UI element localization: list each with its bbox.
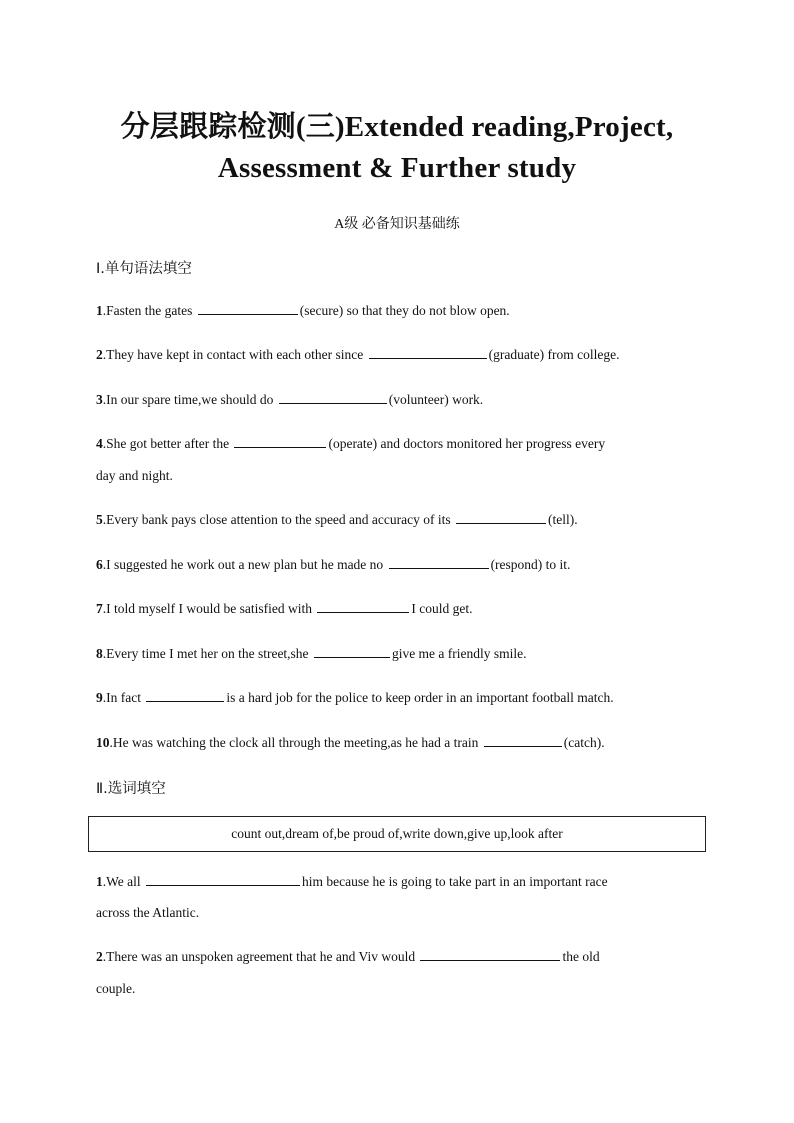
page-title-line1: 分层跟踪检测(三)Extended reading,Project, xyxy=(120,111,674,143)
question-item xyxy=(96,682,696,714)
question-number: 1 xyxy=(96,303,103,318)
question-number: 10 xyxy=(96,735,110,750)
level-subtitle: A级 必备知识基础练 xyxy=(334,217,460,232)
question-item xyxy=(96,941,696,973)
question-number: 2 xyxy=(96,949,103,964)
word-bank-box: count out,dream of,be proud of,write down,give up,look after xyxy=(88,816,706,852)
question-text: give me a friendly smile. xyxy=(391,646,527,661)
question-number: 8 xyxy=(96,646,103,661)
question-text: is a hard job for the police to keep order in an important football match. xyxy=(226,690,614,705)
question-number: 6 xyxy=(96,557,103,572)
answer-blank[interactable] xyxy=(317,598,409,613)
question-text: .I suggested he work out a new plan but he made no xyxy=(102,557,387,572)
question-number: 2 xyxy=(96,347,103,362)
question-number: 5 xyxy=(96,512,103,527)
question-continuation: couple. xyxy=(96,981,136,996)
question-item xyxy=(96,295,696,327)
question-item xyxy=(96,593,696,625)
question-item xyxy=(96,384,696,416)
answer-blank[interactable] xyxy=(146,871,300,886)
page-title-line2: Assessment & Further study xyxy=(217,152,577,184)
question-text: (secure) so that they do not blow open. xyxy=(299,303,510,318)
question-text: .In fact xyxy=(102,690,145,705)
answer-blank[interactable] xyxy=(198,300,298,315)
question-number: 7 xyxy=(96,601,103,616)
question-text: (graduate) from college. xyxy=(488,347,620,362)
question-item xyxy=(96,428,696,460)
question-text: .They have kept in contact with each other since xyxy=(102,347,367,362)
question-text: I could get. xyxy=(411,601,473,616)
answer-blank[interactable] xyxy=(456,509,546,524)
question-text: .In our spare time,we should do xyxy=(102,392,277,407)
question-number: 3 xyxy=(96,392,103,407)
question-text: .I told myself I would be satisfied with xyxy=(102,601,316,616)
question-continuation: across the Atlantic. xyxy=(96,905,200,920)
section-heading-word-choice: Ⅱ.选词填空 xyxy=(96,781,166,797)
question-text: .Every bank pays close attention to the speed and accuracy of its xyxy=(102,512,455,527)
answer-blank[interactable] xyxy=(234,433,326,448)
question-continuation: day and night. xyxy=(96,468,173,483)
section-heading-grammar: Ⅰ.单句语法填空 xyxy=(96,261,192,277)
question-number: 1 xyxy=(96,874,103,889)
question-text: (catch). xyxy=(563,735,605,750)
question-item xyxy=(96,504,696,536)
question-item xyxy=(96,638,696,670)
question-text: (tell). xyxy=(548,512,578,527)
question-text: .He was watching the clock all through the meeting,as he had a train xyxy=(109,735,482,750)
question-number: 4 xyxy=(96,436,103,451)
question-text: .We all xyxy=(102,874,145,889)
question-text: him because he is going to take part in an important race xyxy=(302,874,608,889)
question-item xyxy=(96,549,696,581)
question-text: .Fasten the gates xyxy=(102,303,196,318)
answer-blank[interactable] xyxy=(484,732,562,747)
answer-blank[interactable] xyxy=(314,643,390,658)
answer-blank[interactable] xyxy=(279,389,387,404)
question-text: the old xyxy=(562,949,600,964)
question-item xyxy=(96,866,696,898)
question-text: .She got better after the xyxy=(102,436,233,451)
question-item xyxy=(96,727,696,759)
answer-blank[interactable] xyxy=(369,344,487,359)
question-text: (operate) and doctors monitored her progress every xyxy=(328,436,606,451)
question-text: (volunteer) work. xyxy=(388,392,484,407)
question-item xyxy=(96,339,696,371)
answer-blank[interactable] xyxy=(389,554,489,569)
question-text: .Every time I met her on the street,she xyxy=(102,646,312,661)
question-text: .There was an unspoken agreement that he and Viv would xyxy=(102,949,419,964)
answer-blank[interactable] xyxy=(146,687,224,702)
question-number: 9 xyxy=(96,690,103,705)
question-text: (respond) to it. xyxy=(490,557,571,572)
answer-blank[interactable] xyxy=(420,946,560,961)
